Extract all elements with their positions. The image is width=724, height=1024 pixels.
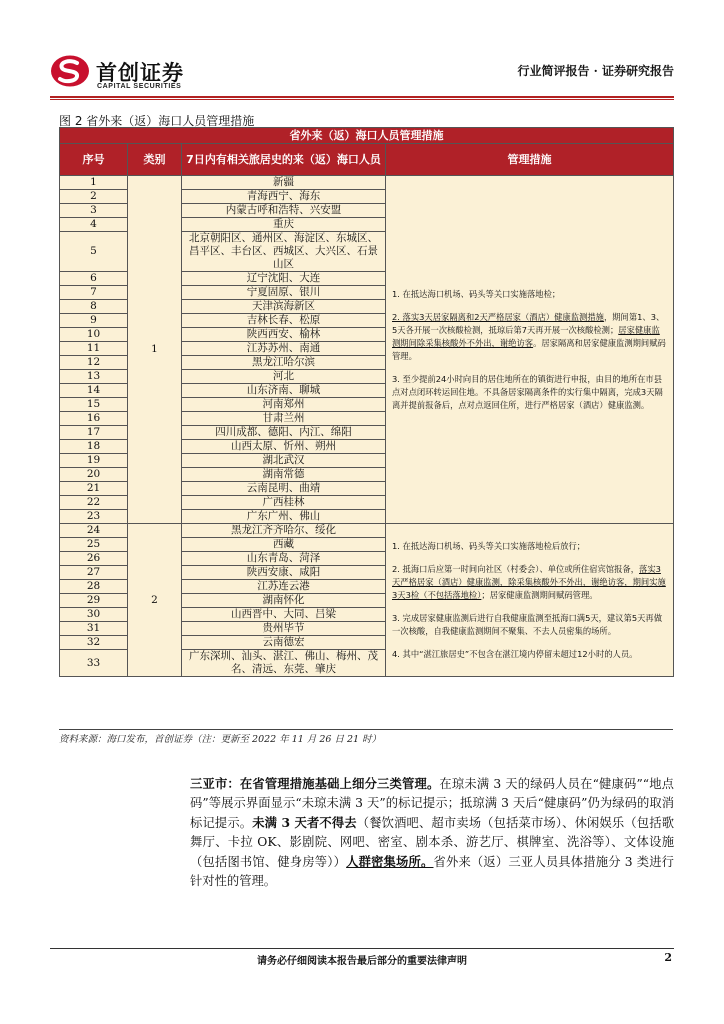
- place-cell: 山西太原、忻州、朔州: [182, 440, 386, 454]
- place-cell: 云南昆明、曲靖: [182, 482, 386, 496]
- row-number-cell: 33: [60, 650, 128, 677]
- category-cell: 2: [128, 524, 182, 677]
- measure-item: [392, 563, 667, 602]
- row-number-cell: 16: [60, 412, 128, 426]
- place-cell: 陕西西安、榆林: [182, 328, 386, 342]
- place-cell: 内蒙古呼和浩特、兴安盟: [182, 204, 386, 218]
- measure-text: 。居家隔离和居家健康监测期间赋码管理。: [392, 337, 666, 361]
- table-row: [60, 176, 674, 190]
- place-cell: 湖南怀化: [182, 594, 386, 608]
- row-number-cell: 10: [60, 328, 128, 342]
- report-type-label: 行业简评报告 · 证券研究报告: [517, 64, 674, 78]
- column-header: 管理措施: [386, 144, 674, 176]
- measure-item: [392, 540, 667, 553]
- column-header: 7日内有相关旅居史的来（返）海口人员: [182, 144, 386, 176]
- source-note: 资料来源：海口发布，首创证券（注：更新至 2022 年 11 月 26 日 21 时）: [59, 734, 382, 745]
- place-cell: 湖南常德: [182, 468, 386, 482]
- measure-text: 2. 落实3天居家隔离和2天严格居家（酒店）健康监测措施: [392, 311, 604, 322]
- row-number-cell: 31: [60, 622, 128, 636]
- measure-text: 居家健康监测期间除采集核酸外不外出，谢绝访客: [392, 324, 660, 348]
- place-cell: 陕西安康、咸阳: [182, 566, 386, 580]
- row-number-cell: 30: [60, 608, 128, 622]
- measure-item: [392, 648, 667, 661]
- place-cell: 吉林长春、松原: [182, 314, 386, 328]
- place-cell: 广东深圳、汕头、湛江、佛山、梅州、茂名、清远、东莞、肇庆: [182, 650, 386, 677]
- row-number-cell: 28: [60, 580, 128, 594]
- row-number-cell: 9: [60, 314, 128, 328]
- row-number-cell: 4: [60, 218, 128, 232]
- column-header: 序号: [60, 144, 128, 176]
- measure-item: [392, 612, 667, 638]
- measure-text: ，期间第1、3、5天各开展一次核酸检测，抵琼后第7天再开展一次核酸检测；: [392, 311, 665, 335]
- measure-text: 1. 在抵达海口机场、码头等关口实施落地检后放行；: [392, 540, 586, 551]
- table-row: [60, 524, 674, 538]
- row-number-cell: 6: [60, 272, 128, 286]
- row-number-cell: 17: [60, 426, 128, 440]
- place-cell: 宁夏固原、银川: [182, 286, 386, 300]
- row-number-cell: 25: [60, 538, 128, 552]
- paragraph-emphasis: 未满 3 天者不得去: [252, 815, 357, 830]
- place-cell: 江苏连云港: [182, 580, 386, 594]
- row-number-cell: 23: [60, 510, 128, 524]
- logo-chinese-name: 首创证券: [96, 61, 184, 85]
- place-cell: 天津滨海新区: [182, 300, 386, 314]
- place-cell: 河南郑州: [182, 398, 386, 412]
- place-cell: 黑龙江哈尔滨: [182, 356, 386, 370]
- measure-text: 2. 抵海口后应第一时间向社区（村委会）、单位或所住宿宾馆报备，: [392, 563, 640, 574]
- row-number-cell: 26: [60, 552, 128, 566]
- page-number: 2: [664, 951, 672, 964]
- place-cell: 广东广州、佛山: [182, 510, 386, 524]
- place-cell: 山东济南、聊城: [182, 384, 386, 398]
- place-cell: 西藏: [182, 538, 386, 552]
- measures-table: [59, 127, 674, 677]
- place-cell: 江苏苏州、南通: [182, 342, 386, 356]
- measure-item: [392, 288, 667, 301]
- place-cell: 广西桂林: [182, 496, 386, 510]
- measure-item: [392, 311, 667, 363]
- body-paragraph: [190, 774, 674, 891]
- paragraph-text: （餐饮酒吧、超市卖场（包括菜市场）、休闲娱乐（包括歌舞厅、卡拉 OK、影剧院、网吧、密室、剧本杀、游艺厅、棋牌室、洗浴等）、文体设施（包括图书馆、健身房等））: [190, 816, 674, 869]
- footer-divider: [50, 948, 674, 949]
- table-title: 省外来（返）海口人员管理措施: [60, 128, 674, 144]
- row-number-cell: 2: [60, 190, 128, 204]
- row-number-cell: 3: [60, 204, 128, 218]
- measure-text: 落实3天严格居家（酒店）健康监测，除采集核酸外不外出，谢绝访客，期间实施3天3检（不包括落地检）: [392, 563, 666, 600]
- place-cell: 重庆: [182, 218, 386, 232]
- measure-text: 4. 其中“湛江旅居史”不包含在湛江境内停留未超过12小时的人员。: [392, 648, 638, 659]
- header-divider-thin: [50, 99, 674, 100]
- row-number-cell: 29: [60, 594, 128, 608]
- place-cell: 湖北武汉: [182, 454, 386, 468]
- measure-text: 1. 在抵达海口机场、码头等关口实施落地检；: [392, 288, 561, 299]
- page-header: [50, 50, 674, 98]
- management-measures-cell: [386, 176, 674, 524]
- place-cell: 辽宁沈阳、大连: [182, 272, 386, 286]
- row-number-cell: 22: [60, 496, 128, 510]
- row-number-cell: 14: [60, 384, 128, 398]
- place-cell: 新疆: [182, 176, 386, 190]
- capital-securities-logo-icon: [50, 54, 90, 88]
- row-number-cell: 32: [60, 636, 128, 650]
- row-number-cell: 20: [60, 468, 128, 482]
- place-cell: 云南德宏: [182, 636, 386, 650]
- place-cell: 北京朝阳区、通州区、海淀区、东城区、昌平区、丰台区、西城区、大兴区、石景山区: [182, 232, 386, 272]
- row-number-cell: 11: [60, 342, 128, 356]
- paragraph-lead: 三亚市：在省管理措施基础上细分三类管理。: [190, 776, 440, 791]
- place-cell: 山东青岛、菏泽: [182, 552, 386, 566]
- measure-text: ；居家健康监测期间赋码管理。: [481, 589, 598, 600]
- row-number-cell: 27: [60, 566, 128, 580]
- paragraph-text: 省外来（返）三亚人员具体措施分 3 类进行针对性的管理。: [190, 855, 674, 888]
- place-cell: 青海西宁、海东: [182, 190, 386, 204]
- row-number-cell: 18: [60, 440, 128, 454]
- place-cell: 甘肃兰州: [182, 412, 386, 426]
- management-measures-cell: [386, 524, 674, 677]
- row-number-cell: 19: [60, 454, 128, 468]
- place-cell: 山西晋中、大同、吕梁: [182, 608, 386, 622]
- header-divider: [50, 96, 674, 98]
- paragraph-emphasis-underlined: 人群密集场所。: [346, 854, 434, 869]
- paragraph-text: 在琼未满 3 天的绿码人员在“健康码”“地点码”等展示界面显示“未琼未满 3 天”的标记提示；抵琼满 3 天后“健康码”仍为绿码的取消标记提示。: [190, 777, 674, 830]
- row-number-cell: 21: [60, 482, 128, 496]
- place-cell: 河北: [182, 370, 386, 384]
- row-number-cell: 7: [60, 286, 128, 300]
- row-number-cell: 13: [60, 370, 128, 384]
- row-number-cell: 1: [60, 176, 128, 190]
- row-number-cell: 5: [60, 232, 128, 272]
- place-cell: 黑龙江齐齐哈尔、绥化: [182, 524, 386, 538]
- row-number-cell: 12: [60, 356, 128, 370]
- category-cell: 1: [128, 176, 182, 524]
- measure-text: 3. 完成居家健康监测后进行自我健康监测至抵海口满5天，建议第5天再做一次核酸，自我健康监测期间不聚集、不去人员密集的场所。: [392, 612, 663, 636]
- row-number-cell: 24: [60, 524, 128, 538]
- figure-title: 图 2 省外来（返）海口人员管理措施: [59, 114, 255, 128]
- source-divider: [59, 729, 673, 730]
- logo-english-name: CAPITAL SECURITIES: [97, 83, 182, 90]
- row-number-cell: 8: [60, 300, 128, 314]
- measure-item: [392, 373, 667, 412]
- footer-disclaimer: 请务必仔细阅读本报告最后部分的重要法律声明: [257, 956, 467, 967]
- row-number-cell: 15: [60, 398, 128, 412]
- measure-text: 3. 至少提前24小时向目的居住地所在的镇街进行申报，由目的地所在市县点对点闭环转运回住地。不具备居家隔离条件的实行集中隔离，完成3天隔离并提前报备后，点对点返回住所，进行严格居家（酒店）健康监测。: [392, 373, 663, 410]
- place-cell: 四川成都、德阳、内江、绵阳: [182, 426, 386, 440]
- place-cell: 贵州毕节: [182, 622, 386, 636]
- column-header: 类别: [128, 144, 182, 176]
